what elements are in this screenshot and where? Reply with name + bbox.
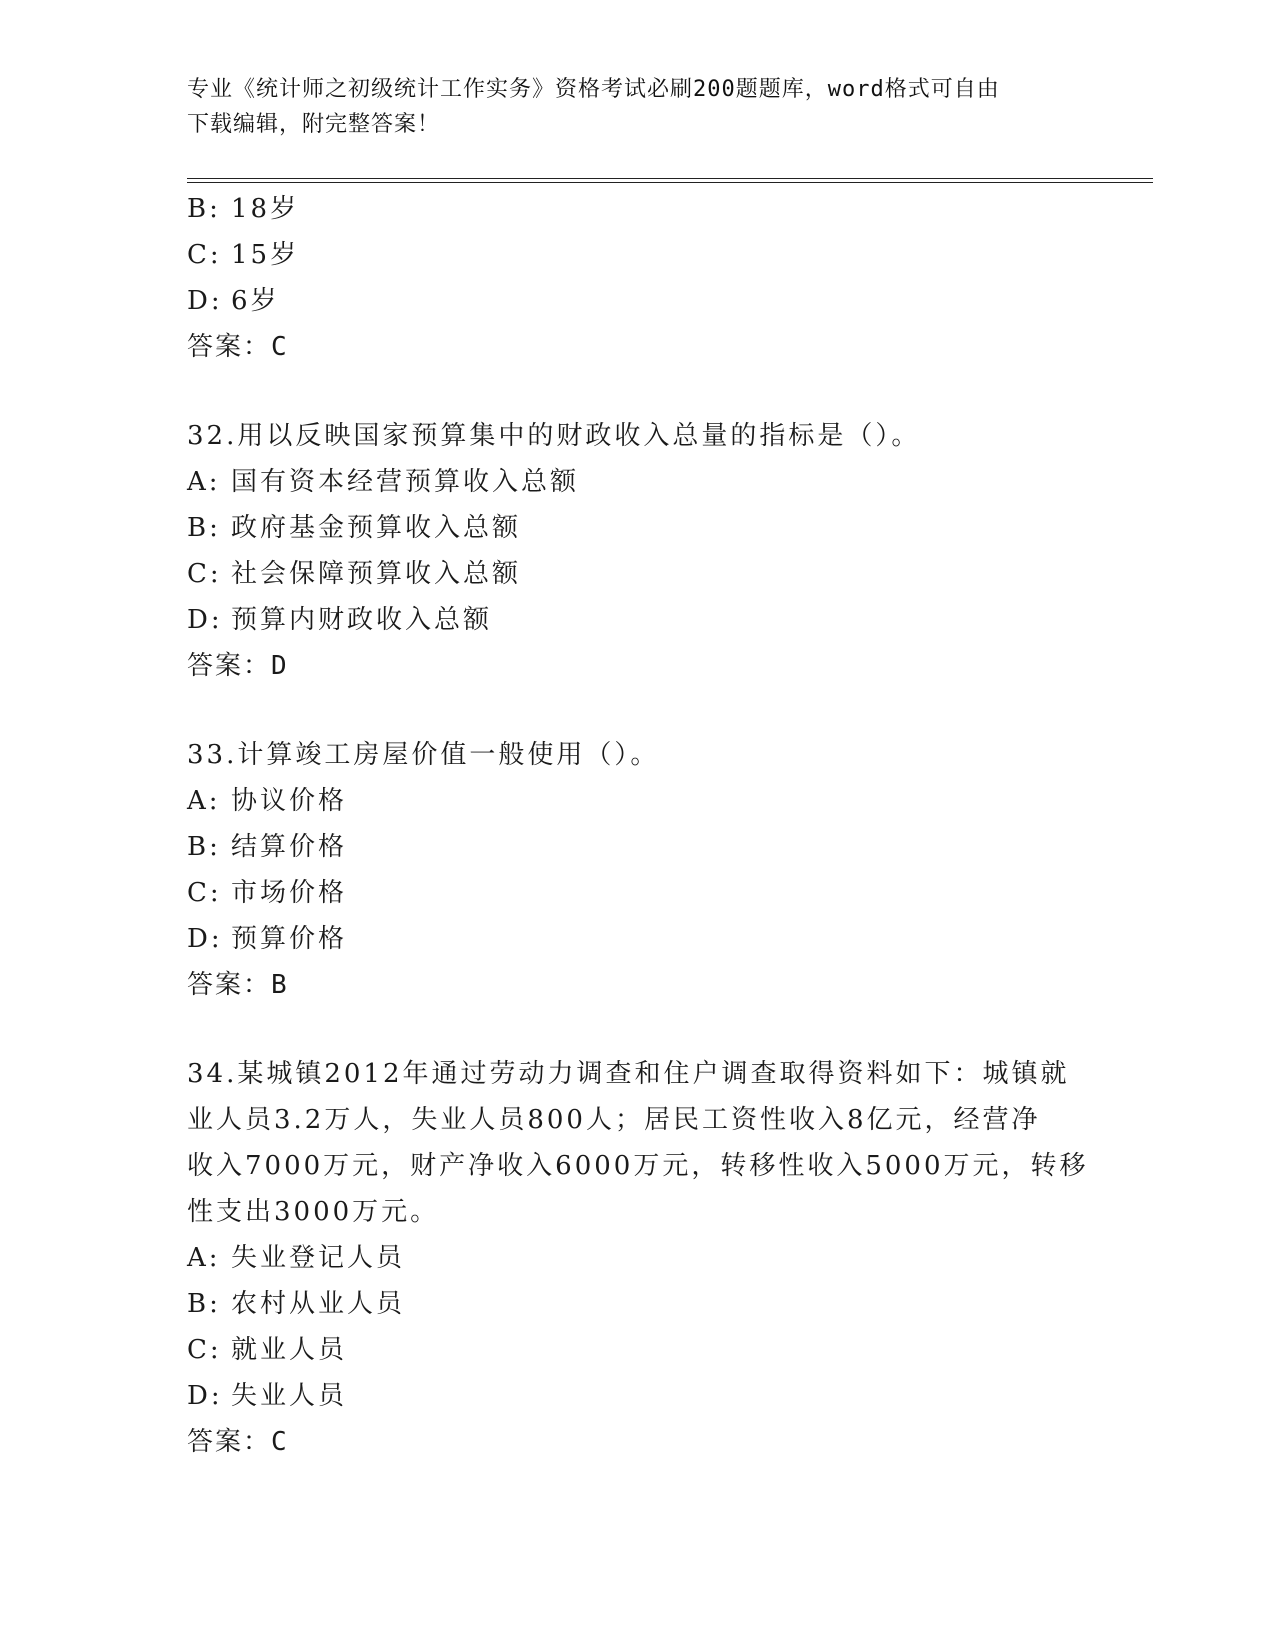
option-b <box>187 824 1087 870</box>
header-line-1: 专业《统计师之初级统计工作实务》资格考试必刷200题题库，word格式可自由 <box>187 77 1000 102</box>
option-text: 就业人员 <box>231 1335 348 1365</box>
question-stem-line: 收入7000万元，财产净收入6000万元，转移性收入5000万元，转移 <box>187 1151 1089 1181</box>
option-key: C: <box>187 1335 222 1365</box>
header-rule-top <box>187 178 1153 179</box>
answer-line: 答案：C <box>187 332 289 362</box>
option-text: 国有资本经营预算收入总额 <box>231 467 580 497</box>
option-key: D: <box>187 605 223 635</box>
answer-line: 答案：D <box>187 651 289 681</box>
option-c <box>187 232 1087 278</box>
option-d <box>187 916 1087 962</box>
option-d <box>187 597 1087 643</box>
option-text: 失业人员 <box>231 1381 348 1411</box>
option-key: D: <box>187 924 223 954</box>
option-key: A: <box>187 786 221 816</box>
option-text: 政府基金预算收入总额 <box>231 513 522 543</box>
option-d <box>187 1373 1087 1419</box>
question-stem-line: 业人员3.2万人，失业人员800人；居民工资性收入8亿元，经营净 <box>187 1105 1041 1135</box>
option-text: 15岁 <box>231 240 300 270</box>
option-b <box>187 186 1087 232</box>
option-text: 社会保障预算收入总额 <box>231 559 522 589</box>
option-b <box>187 505 1087 551</box>
question-stem-line: 34.某城镇2012年通过劳动力调查和住户调查取得资料如下：城镇就 <box>187 1059 1070 1089</box>
question-content <box>187 186 1087 1465</box>
option-key: A: <box>187 467 221 497</box>
option-b <box>187 1281 1087 1327</box>
option-key: C: <box>187 240 222 270</box>
option-a <box>187 459 1087 505</box>
option-key: A: <box>187 1243 221 1273</box>
option-key: B: <box>187 194 221 224</box>
option-a <box>187 1235 1087 1281</box>
option-text: 农村从业人员 <box>231 1289 406 1319</box>
option-c <box>187 870 1087 916</box>
question-34 <box>187 1051 1087 1465</box>
header-line-2: 下载编辑，附完整答案！ <box>187 112 441 137</box>
option-key: C: <box>187 878 222 908</box>
question-33 <box>187 732 1087 1008</box>
option-text: 6岁 <box>231 286 280 316</box>
option-key: C: <box>187 559 222 589</box>
option-text: 预算内财政收入总额 <box>231 605 493 635</box>
question-stem-line: 性支出3000万元。 <box>187 1197 440 1227</box>
question-32 <box>187 413 1087 689</box>
option-key: D: <box>187 286 223 316</box>
option-a <box>187 778 1087 824</box>
option-text: 协议价格 <box>231 786 348 816</box>
option-key: B: <box>187 513 221 543</box>
question-stem: 33.计算竣工房屋价值一般使用（）。 <box>187 740 660 770</box>
answer-line: 答案：C <box>187 1427 289 1457</box>
option-text: 预算价格 <box>231 924 348 954</box>
option-key: B: <box>187 1289 221 1319</box>
option-text: 失业登记人员 <box>231 1243 406 1273</box>
option-text: 结算价格 <box>231 832 348 862</box>
option-text: 市场价格 <box>231 878 348 908</box>
option-key: B: <box>187 832 221 862</box>
option-c <box>187 551 1087 597</box>
option-key: D: <box>187 1381 223 1411</box>
document-header <box>187 72 1087 142</box>
question-stem: 32.用以反映国家预算集中的财政收入总量的指标是（）。 <box>187 421 921 451</box>
answer-line: 答案：B <box>187 970 289 1000</box>
header-rule-bottom <box>187 182 1153 183</box>
carryover-question <box>187 186 1087 370</box>
option-text: 18岁 <box>231 194 300 224</box>
option-c <box>187 1327 1087 1373</box>
option-d <box>187 278 1087 324</box>
